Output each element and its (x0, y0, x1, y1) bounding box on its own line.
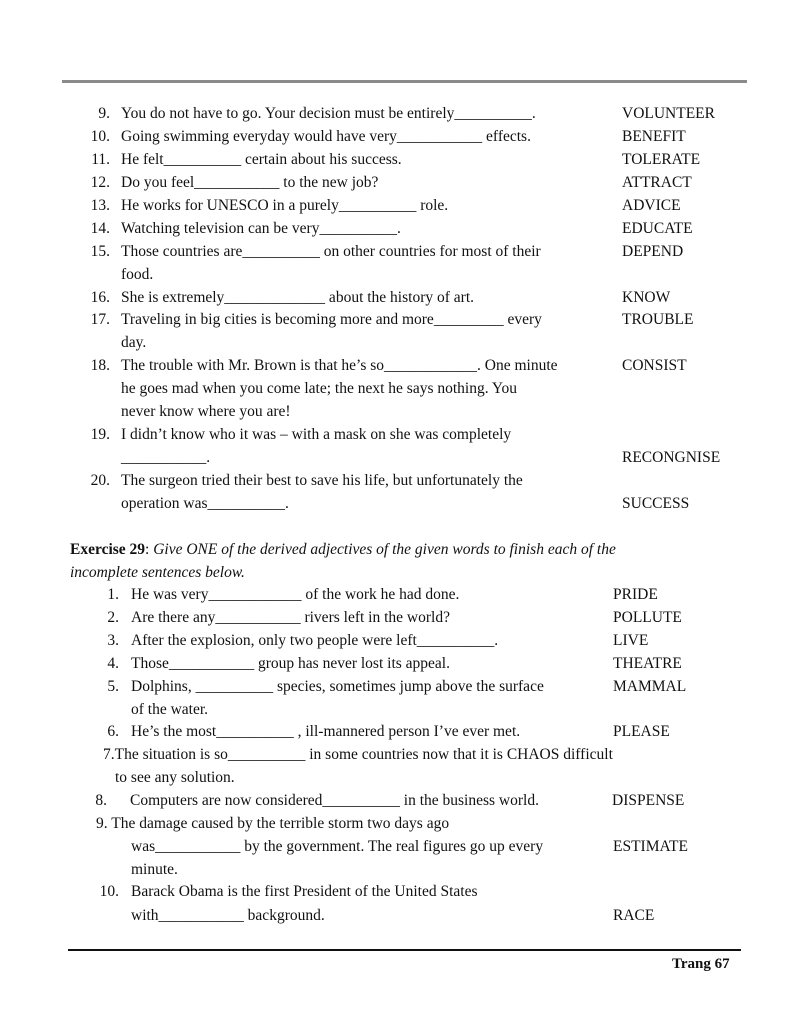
exercise-29-instruction-1: Give ONE of the derived adjectives of the given words to finish each of the (153, 541, 616, 558)
exercise-29-instruction-2: incomplete sentences below. (70, 564, 245, 581)
question-text: with___________ background. (131, 907, 325, 924)
root-word: THEATRE (613, 655, 682, 672)
question-number: 11. (91, 151, 110, 168)
root-word: CONSIST (622, 357, 687, 374)
root-word: ATTRACT (622, 174, 692, 191)
question-text: operation was__________. (121, 495, 289, 512)
question-text: Computers are now considered__________ in the business world. (130, 792, 539, 809)
exercise-29-heading (70, 540, 616, 560)
question-text: After the explosion, only two people were left__________. (131, 632, 499, 649)
root-word: KNOW (622, 289, 671, 306)
exercise-29-title: Exercise 29 (70, 541, 146, 558)
root-word: SUCCESS (622, 495, 690, 512)
question-number: 6. (107, 723, 119, 740)
question-number: 5. (107, 678, 119, 695)
question-text: minute. (131, 861, 178, 878)
question-text: food. (121, 266, 154, 283)
question-text: Those___________ group has never lost its appeal. (131, 655, 450, 672)
root-word: TROUBLE (622, 311, 694, 328)
root-word: DISPENSE (612, 792, 685, 809)
root-word: PRIDE (613, 586, 658, 603)
root-word: DEPEND (622, 243, 684, 260)
question-number: 14. (90, 220, 110, 237)
question-number: 1. (107, 586, 119, 603)
question-text: You do not have to go. Your decision must be entirely__________. (121, 105, 536, 122)
question-number: 18. (90, 357, 110, 374)
question-text: of the water. (131, 701, 209, 718)
question-text: ___________. (121, 449, 211, 466)
question-number: 8. (95, 792, 107, 809)
question-text: Dolphins, __________ species, sometimes jump above the surface (131, 678, 544, 695)
question-number: 13. (90, 197, 110, 214)
page-number: Trang 67 (672, 956, 730, 972)
root-word: LIVE (613, 632, 649, 649)
question-number: 16. (90, 289, 110, 306)
question-number: 10. (99, 883, 119, 900)
question-number: 3. (107, 632, 119, 649)
question-text: Do you feel___________ to the new job? (121, 174, 379, 191)
question-number: 12. (90, 174, 110, 191)
question-text: Traveling in big cities is becoming more and more_________ every (121, 311, 542, 328)
footer-rule (68, 949, 741, 951)
question-number: 15. (90, 243, 110, 260)
root-word: POLLUTE (613, 609, 682, 626)
question-text: 9. The damage caused by the terrible storm two days ago (96, 815, 450, 832)
question-number: 20. (90, 472, 110, 489)
root-word: EDUCATE (622, 220, 693, 237)
root-word: ADVICE (622, 197, 681, 214)
exercise-29-colon: : (145, 541, 154, 558)
root-word: RECONGNISE (622, 449, 721, 466)
root-word: MAMMAL (613, 678, 687, 695)
question-text: Watching television can be very__________. (121, 220, 401, 237)
question-text: He was very____________ of the work he had done. (131, 586, 460, 603)
question-text: Barack Obama is the first President of the United States (131, 883, 478, 900)
question-text: was___________ by the government. The real figures go up every (131, 838, 544, 855)
question-text: Those countries are__________ on other countries for most of their (121, 243, 541, 260)
header-rule (62, 80, 747, 83)
question-text: he goes mad when you come late; the next he says nothing. You (121, 380, 518, 397)
question-text: He felt__________ certain about his success. (121, 151, 402, 168)
question-number: 4. (107, 655, 119, 672)
question-number: 10. (90, 128, 110, 145)
question-text: never know where you are! (121, 403, 291, 420)
question-text: Going swimming everyday would have very___________ effects. (121, 128, 531, 145)
question-number: 9. (98, 105, 110, 122)
root-word: VOLUNTEER (622, 105, 715, 122)
root-word: ESTIMATE (613, 838, 688, 855)
question-text: The trouble with Mr. Brown is that he’s so____________. One minute (121, 357, 558, 374)
question-text: day. (121, 334, 147, 351)
question-number: 2. (107, 609, 119, 626)
root-word: BENEFIT (622, 128, 686, 145)
root-word: RACE (613, 907, 655, 924)
question-text: to see any solution. (115, 769, 235, 786)
question-text: She is extremely_____________ about the history of art. (121, 289, 474, 306)
question-text: The surgeon tried their best to save his life, but unfortunately the (121, 472, 523, 489)
question-number: 17. (90, 311, 110, 328)
question-text: I didn’t know who it was – with a mask on she was completely (121, 426, 512, 443)
question-text: 7.The situation is so__________ in some countries now that it is CHAOS difficult (103, 746, 613, 763)
question-number: 19. (90, 426, 110, 443)
question-text: He’s the most__________ , ill-mannered person I’ve ever met. (131, 723, 521, 740)
root-word: TOLERATE (622, 151, 701, 168)
question-text: Are there any___________ rivers left in the world? (131, 609, 450, 626)
root-word: PLEASE (613, 723, 670, 740)
question-text: He works for UNESCO in a purely__________ role. (121, 197, 449, 214)
